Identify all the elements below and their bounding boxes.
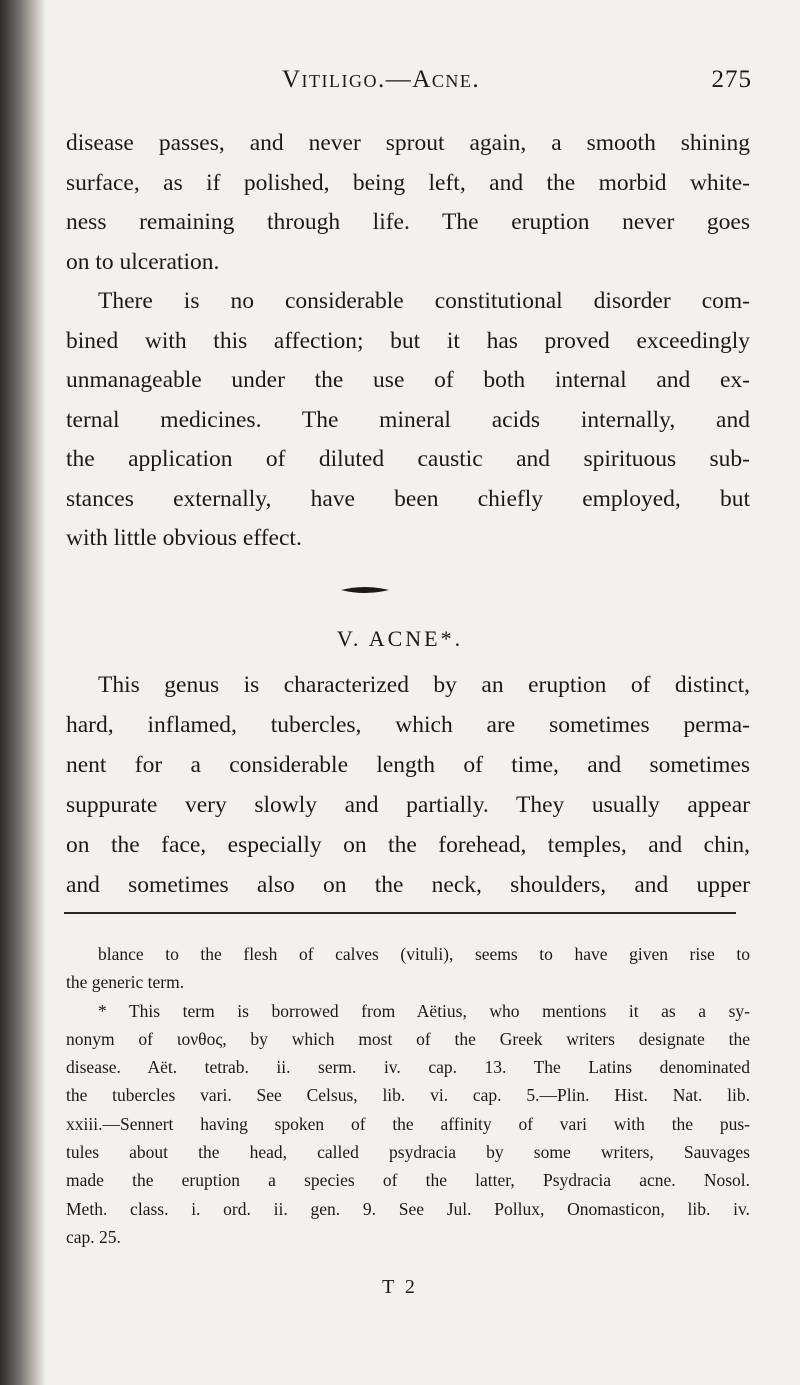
section-heading: V. ACNE*.	[336, 626, 464, 651]
running-head: Vitiligo.—Acne.	[282, 66, 481, 93]
paragraph-2	[66, 282, 750, 559]
text-line: nent for a considerable length of time, and sometimes	[66, 752, 750, 778]
footnote-line: * This term is borrowed from Aëtius, who mentions it as a sy-	[98, 1000, 750, 1021]
footnote-line: Meth. class. i. ord. ii. gen. 9. See Jul. Pollux, Onomasticon, lib. iv.	[66, 1198, 750, 1219]
body-text	[66, 124, 750, 559]
page-gutter-shadow	[0, 0, 46, 1385]
footnote-line: nonym of ιονθος, by which most of the Greek writers designate the	[66, 1028, 750, 1049]
text-line: stances externally, have been chiefly employed, but	[66, 485, 750, 512]
footnote-line: the generic term.	[66, 972, 185, 993]
page-number: 275	[711, 66, 752, 93]
text-line: ternal medicines. The mineral acids internally, and	[66, 406, 750, 433]
footnote-line: disease. Aët. tetrab. ii. serm. iv. cap. 13. The Latins denominated	[66, 1057, 750, 1078]
text-line: with little obvious effect.	[66, 525, 302, 551]
text-line: ness remaining through life. The eruption never goes	[66, 209, 750, 235]
text-line: suppurate very slowly and partially. They usually appear	[66, 792, 750, 818]
signature-mark: T 2	[382, 1276, 418, 1298]
footnote-line: made the eruption a species of the latter, Psydracia acne. Nosol.	[66, 1170, 750, 1191]
text-line: bined with this affection; but it has proved exceedingly	[66, 327, 750, 354]
paragraph-1	[66, 124, 750, 282]
text-line: surface, as if polished, being left, and the morbid white-	[66, 169, 750, 196]
text-line: the application of diluted caustic and spirituous sub-	[66, 446, 750, 472]
footnote-rule	[64, 912, 736, 914]
footnotes	[66, 940, 750, 1251]
text-line: on the face, especially on the forehead, temples, and chin,	[66, 832, 750, 858]
text-line: on to ulceration.	[66, 248, 220, 275]
text-line: There is no considerable constitutional disorder com-	[98, 288, 750, 314]
footnote-line: blance to the flesh of calves (vituli), seems to have given rise to	[98, 944, 750, 964]
footnote-line: the tubercles vari. See Celsus, lib. vi. cap. 5.—Plin. Hist. Nat. lib.	[66, 1085, 750, 1106]
text-line: and sometimes also on the neck, shoulders, and upper	[66, 872, 750, 898]
text-line: unmanageable under the use of both internal and ex-	[66, 367, 750, 393]
text-line: disease passes, and never sprout again, a smooth shining	[66, 130, 750, 156]
footnote-line: cap. 25.	[66, 1226, 121, 1247]
footnote-line: xxiii.—Sennert having spoken of the affinity of vari with the pus-	[66, 1113, 750, 1134]
section-divider-ornament	[340, 584, 390, 596]
text-line: This genus is characterized by an eruption of distinct,	[98, 672, 750, 698]
footnote-line: tules about the head, called psydracia by some writers, Sauvages	[66, 1142, 750, 1163]
section-paragraph	[66, 665, 750, 905]
page-header	[62, 66, 752, 106]
text-line: hard, inflamed, tubercles, which are sometimes perma-	[66, 712, 750, 738]
